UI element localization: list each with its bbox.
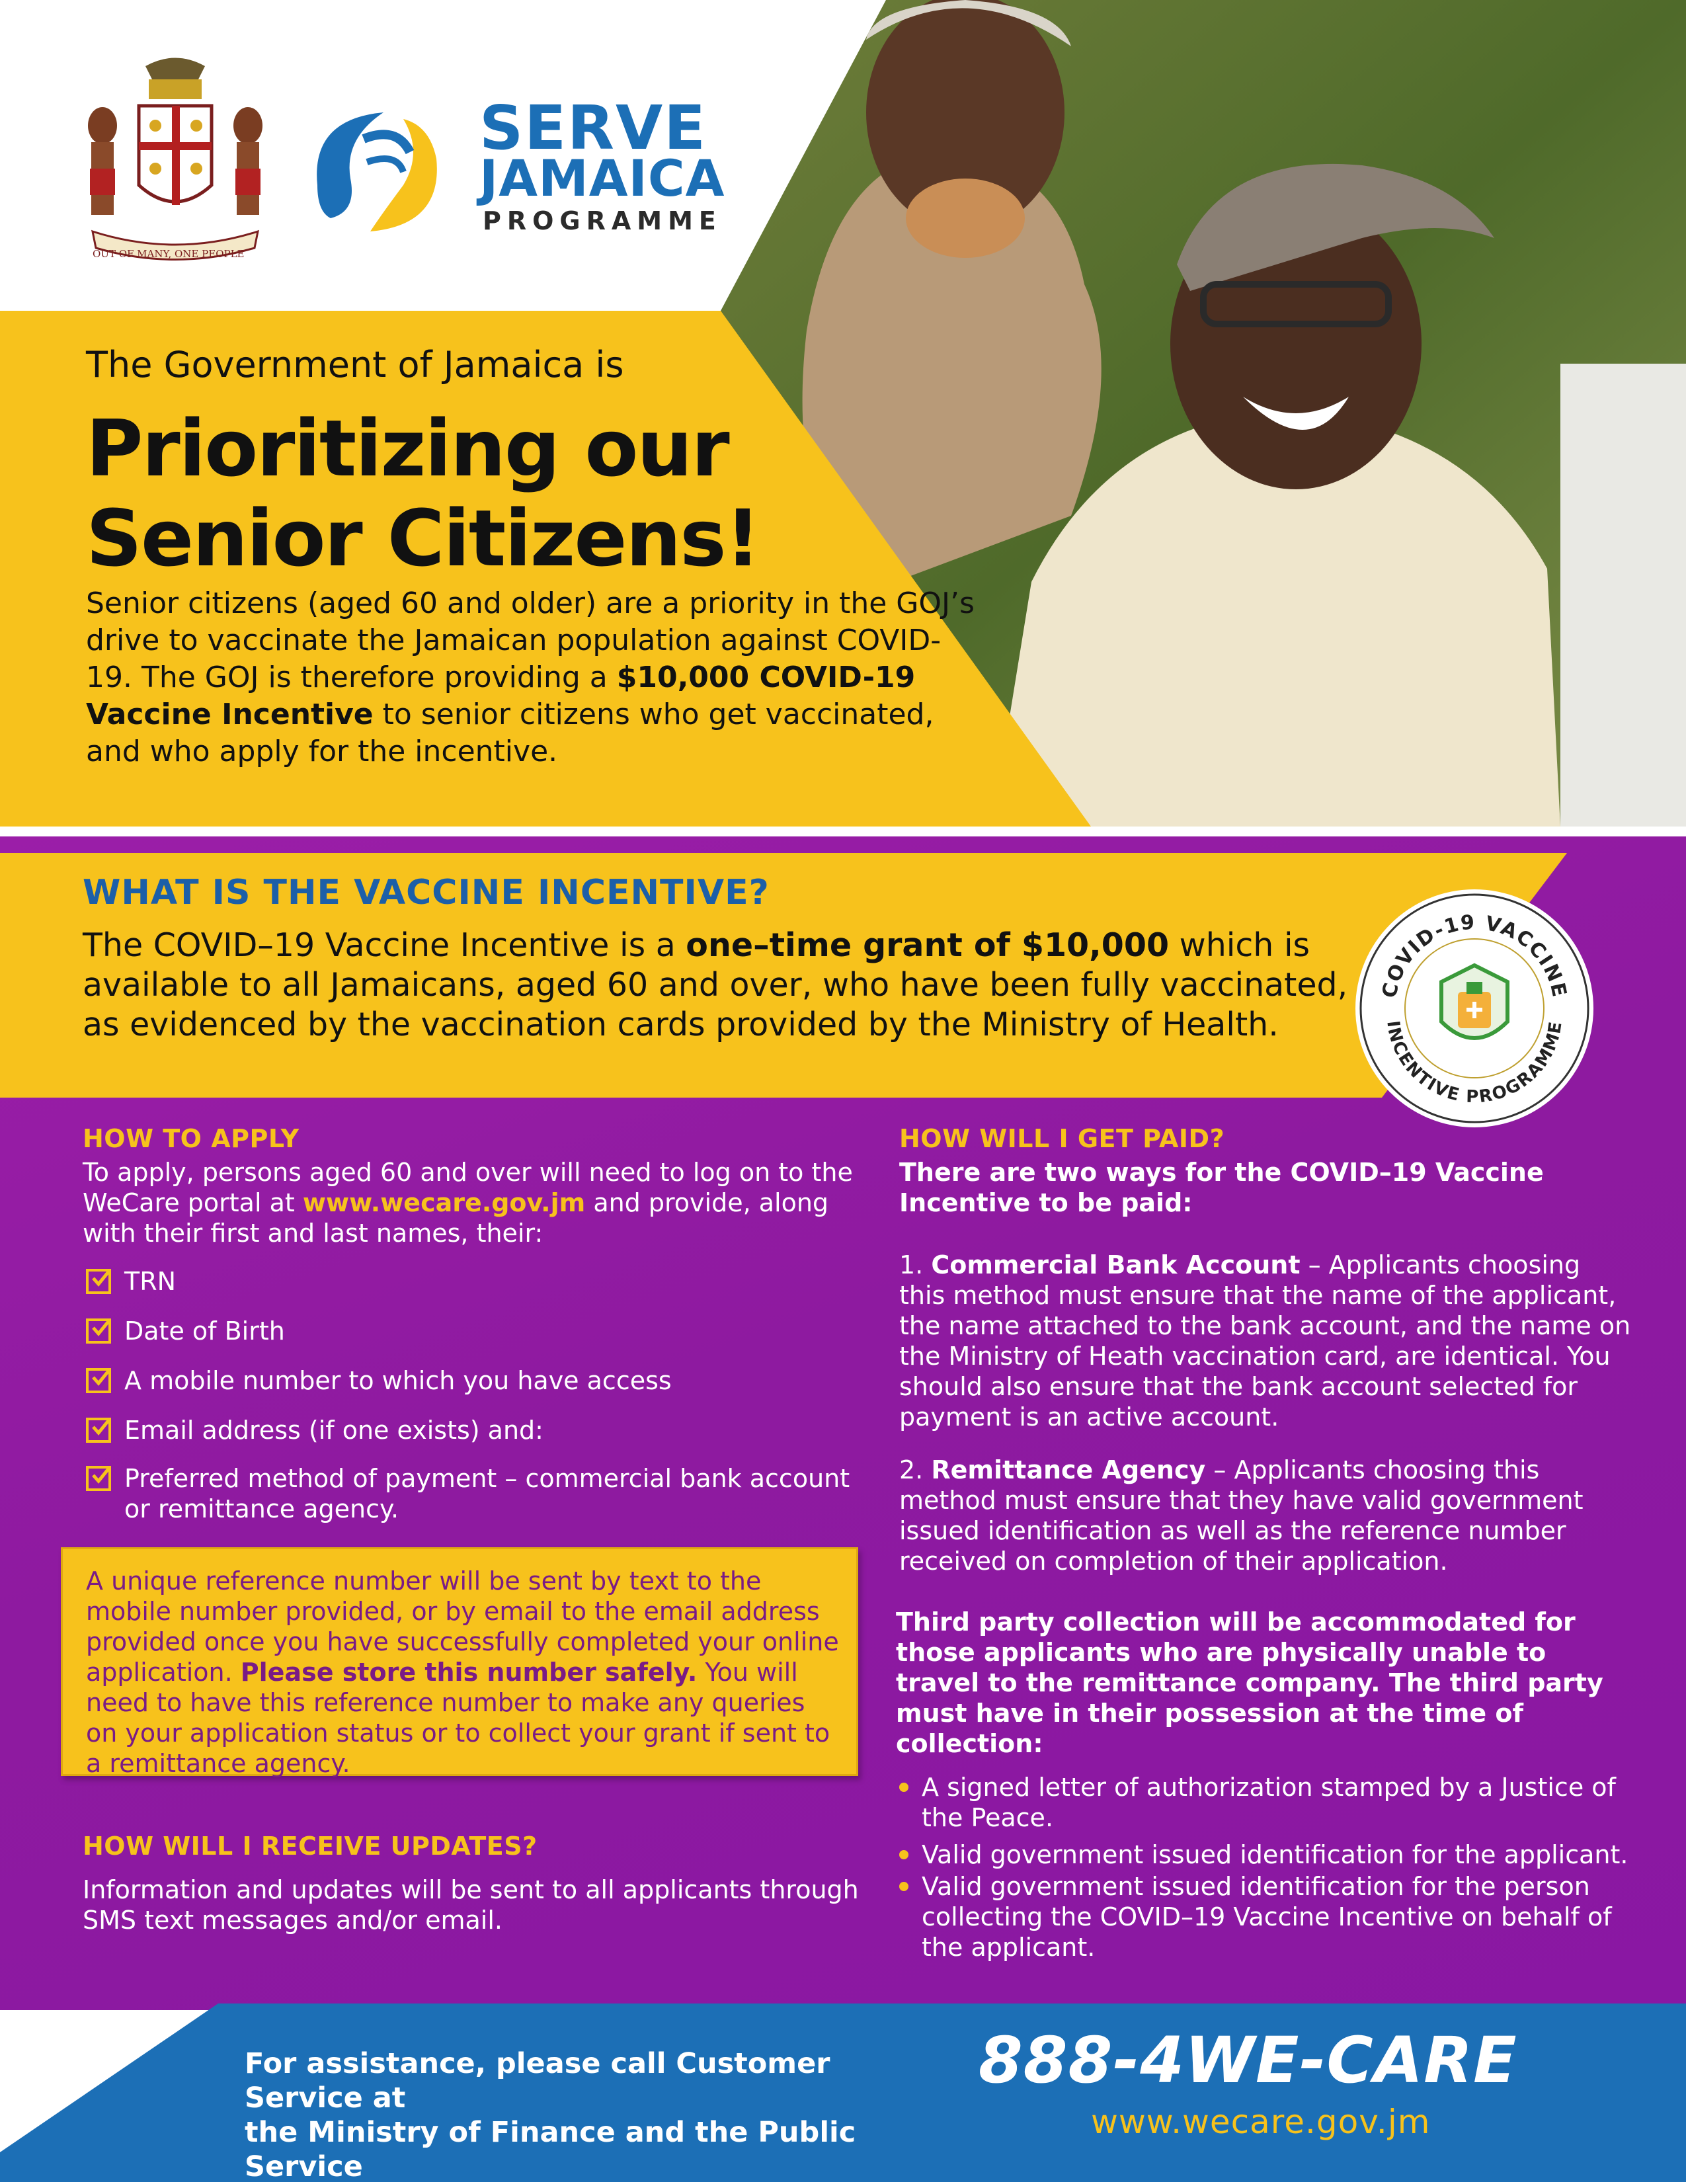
- requirement-text: Valid government issued identification for the person collecting the COVID–19 Vaccine Incentive on behalf of the applicant.: [922, 1872, 1612, 1962]
- hero-body-text-end: to senior citizens who get vaccinated, and who apply for the incentive.: [86, 698, 934, 768]
- vaccine-incentive-heading: WHAT IS THE VACCINE INCENTIVE?: [83, 873, 770, 912]
- footer-website-link[interactable]: www.wecare.gov.jm: [1091, 2103, 1431, 2141]
- checkbox-icon: [86, 1466, 111, 1491]
- checkbox-icon: [86, 1318, 111, 1344]
- assistance-line1: For assistance, please call Customer Service at: [245, 2047, 830, 2115]
- notice-text-end: You will need to have this reference number to make any queries on your application status or to collect your grant if sent to a remittance agency.: [86, 1658, 830, 1778]
- hero-intro: The Government of Jamaica is: [86, 344, 624, 385]
- checklist-item-trn: [86, 1265, 176, 1298]
- checklist-item-date-of-birth: [86, 1314, 285, 1348]
- assistance-line2: the Ministry of Finance and the Public Service: [245, 2116, 856, 2183]
- vaccine-incentive-grant: one–time grant of $10,000: [686, 926, 1170, 964]
- assistance-text: [245, 2046, 945, 2184]
- vaccine-incentive-text-end: which is available to all Jamaicans, aged 60 and over, who have been fully vaccinated, as evidenced by the vaccination cards provided by the Ministry of Health.: [83, 926, 1348, 1043]
- notice-text: [86, 1566, 840, 1779]
- checklist-item-email: [86, 1414, 543, 1447]
- logo-serve-word: SERVE: [479, 93, 707, 163]
- payment-option-number: 1.: [899, 1250, 932, 1279]
- vaccine-incentive-text: The COVID–19 Vaccine Incentive is a: [83, 926, 686, 964]
- hero-body: [86, 585, 985, 770]
- badge-top-text: COVID-19 VACCINE: [1377, 910, 1572, 1000]
- checkbox-icon: [86, 1269, 111, 1294]
- payment-heading: HOW WILL I GET PAID?: [899, 1124, 1225, 1153]
- apply-text-end: and provide, along with their first and last names, their:: [83, 1188, 829, 1248]
- hero-title: [86, 403, 846, 583]
- logo-jamaica-word: JAMAICA: [479, 149, 725, 208]
- checklist-label: Preferred method of payment – commercial bank account or remittance agency.: [124, 1464, 850, 1523]
- vaccine-incentive-badge-icon: [1349, 883, 1600, 1134]
- divider-strip: [0, 827, 1686, 836]
- payment-option-remittance: [899, 1455, 1633, 1576]
- payment-option-remittance-body: – Applicants choosing this method must ensure that they have valid government issued identification as well as the reference number received on completion of their application.: [899, 1455, 1584, 1576]
- checklist-item-mobile-number: [86, 1364, 672, 1397]
- requirement-text: Valid government issued identification for the applicant.: [922, 1840, 1628, 1869]
- payment-option-remittance-title: Remittance Agency: [931, 1455, 1206, 1484]
- requirement-item: [899, 1871, 1633, 1962]
- logo-programme-word: PROGRAMME: [483, 206, 722, 235]
- payment-option-bank-title: Commercial Bank Account: [931, 1250, 1301, 1279]
- bullet-icon: [899, 1850, 908, 1859]
- wecare-portal-link[interactable]: www.wecare.gov.jm: [302, 1188, 586, 1217]
- updates-body: Information and updates will be sent to all applicants through SMS text messages and/or email.: [83, 1875, 859, 1935]
- apply-text: To apply, persons aged 60 and over will need to log on to the WeCare portal at: [83, 1158, 853, 1217]
- serve-jamaica-swoosh-icon: [304, 99, 450, 245]
- requirement-item: [899, 1840, 1633, 1870]
- checkbox-icon: [86, 1368, 111, 1393]
- checklist-label: A mobile number to which you have access: [124, 1366, 672, 1395]
- notice-text-start: A unique reference number will be sent by text to the mobile number provided, or by email to the email address provided once you have successfully completed your online application.: [86, 1566, 839, 1687]
- hero-title-line2: Senior Citizens!: [86, 493, 760, 584]
- checklist-item-payment-method: [86, 1463, 866, 1524]
- serve-jamaica-logo: [304, 93, 727, 245]
- payment-intro: There are two ways for the COVID–19 Vaccine Incentive to be paid:: [899, 1158, 1544, 1217]
- updates-heading: HOW WILL I RECEIVE UPDATES?: [83, 1832, 538, 1861]
- how-to-apply-body: [83, 1157, 876, 1248]
- payment-option-bank-body: – Applicants choosing this method must ensure that the name of the applicant, the name attached to the bank account, and the name on the Ministry of Heath vaccination card, are identical. You should also ensure that the bank account selected for payment is an active account.: [899, 1250, 1631, 1432]
- vaccine-incentive-body: [83, 926, 1359, 1045]
- hero-title-line1: Prioritizing our: [86, 403, 729, 494]
- hero-body-incentive: $10,000 COVID-19 Vaccine Incentive: [86, 661, 916, 731]
- customer-service-phone[interactable]: 888-4WE-CARE: [979, 2023, 1517, 2097]
- notice-store-safely: Please store this number safely.: [240, 1658, 698, 1687]
- bullet-icon: [899, 1783, 908, 1792]
- checklist-label: TRN: [124, 1267, 177, 1296]
- payment-option-bank: [899, 1250, 1633, 1432]
- how-to-apply-heading: HOW TO APPLY: [83, 1124, 300, 1153]
- coat-of-arms-motto: OUT OF MANY, ONE PEOPLE: [93, 248, 245, 260]
- bullet-icon: [899, 1882, 908, 1891]
- requirement-item: [899, 1772, 1633, 1833]
- payment-option-number: 2.: [899, 1455, 932, 1484]
- checklist-label: Date of Birth: [124, 1316, 285, 1346]
- requirement-text: A signed letter of authorization stamped by a Justice of the Peace.: [922, 1773, 1616, 1832]
- reference-number-notice: [61, 1547, 858, 1776]
- jamaica-coat-of-arms-icon: [66, 53, 284, 271]
- checkbox-icon: [86, 1418, 111, 1443]
- checklist-label: Email address (if one exists) and:: [124, 1416, 543, 1445]
- third-party-collection: Third party collection will be accommodated for those applicants who are physically unable to travel to the remittance company. The third party must have in their possession at the time of collection:: [896, 1607, 1603, 1758]
- hero-body-text: Senior citizens (aged 60 and older) are a priority in the GOJ’s drive to vaccinate the Jamaican population against COVID-19. The GOJ is therefore providing a: [86, 586, 975, 694]
- badge-bottom-text: INCENTIVE PROGRAMME: [1383, 1019, 1566, 1108]
